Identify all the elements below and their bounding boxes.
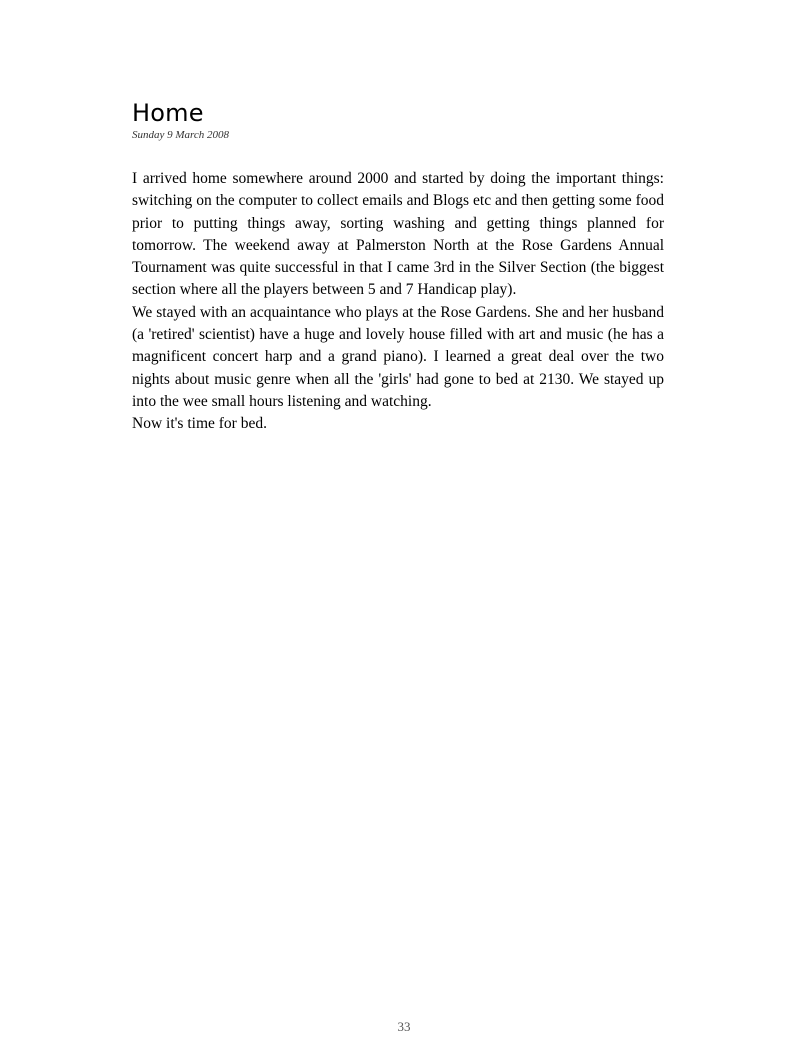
paragraph-1: I arrived home somewhere around 2000 and started by doing the important things: switching on the computer to collect emails and Blogs etc and then getting some food prior to putting things away, sorting washing and getting things planned for tomorrow. The weekend away at Palmerston North at the Rose Gardens Annual Tournament was quite successful in that I came 3rd in the Silver Section (the biggest section where all the players between 5 and 7 Handicap play). xyxy=(132,170,664,299)
post-body xyxy=(132,168,664,436)
post-content xyxy=(132,98,664,436)
paragraph-3: Now it's time for bed. xyxy=(132,415,267,433)
post-title: Home xyxy=(132,99,204,127)
page-number: 33 xyxy=(397,1019,411,1034)
post-date: Sunday 9 March 2008 xyxy=(132,129,230,141)
paragraph-2: We stayed with an acquaintance who plays at the Rose Gardens. She and her husband (a 'retired' scientist) have a huge and lovely house filled with art and music (he has a magnificent concert harp and a grand piano). I learned a great deal over the two nights about music genre when all the 'girls' had gone to bed at 2130. We stayed up into the wee small hours listening and watching. xyxy=(132,303,664,410)
